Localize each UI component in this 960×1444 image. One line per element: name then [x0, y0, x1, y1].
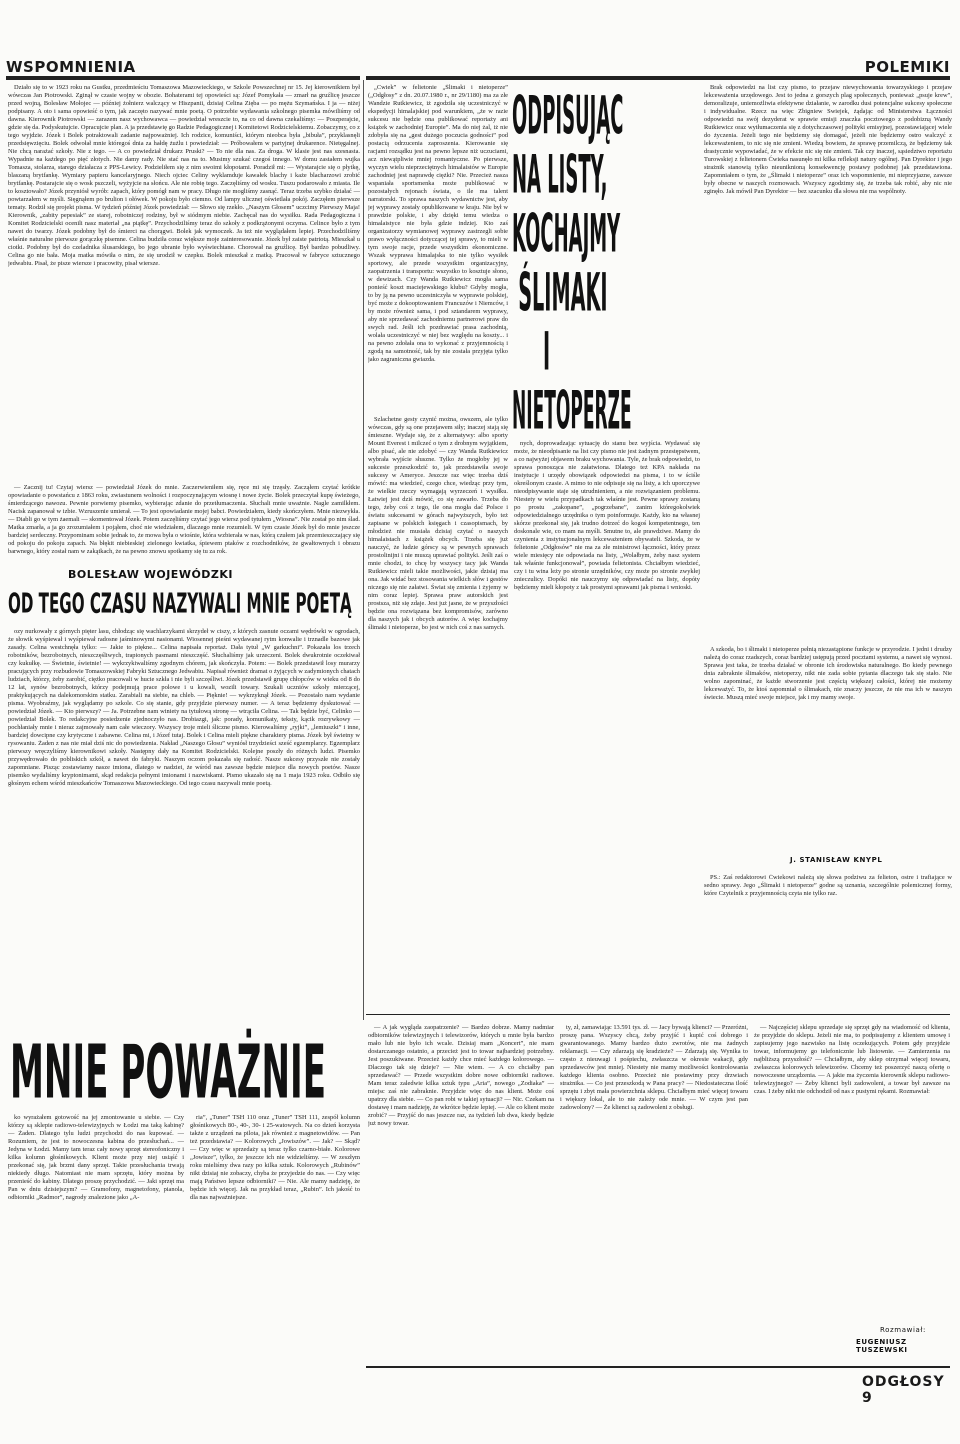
poet-column: [8, 628, 360, 1016]
memoir-column-1: [8, 84, 360, 482]
polemic-col2-text: Szlachetne gesty czynić można, owszem, ale tylko wówczas, gdy są one przejawem siły; inaczej stają się śmieszne. Wydaje się, że z alternatywy: albo sporty Mount Everest i milczeć o tym z drobnym wyjątkiem, albo pisać, ale nie zdobyć — czy Wanda Rutkiewicz wybrała wyjście słuszne. Tylko że mogłoby jej w sukcesie przeszkodzić to, jak przedstawiła swoje sukcesy w Ameryce. Jeszcze raz więc trzeba dziś mówić: ma wiedzieć, czego chce, wiedząc przy tym, że wielkie rzeczy wymagają wyrzeczeń i wysiłku. Łatwiej jest dziś mówić, co się zawarło. Trzeba do tego, żeby coś z tego, ile ona mogła dać Polsce i światu sukcesami w górach najwyższych, było też zapisane w polskich księgach i czasopismach, by młodzież nie musiała dzisiaj czytać o naszych himalaistach z książek obcych. Trzeba się już nauczyć, że ludzie górscy są w pewnych sprawach prostolinijni i nie muszą uprawiać polityki. Jeśli zaś o mnie chodzi, to chcę by wszyscy tacy jak Wanda Rutkiewicz mieli takie możliwości, jakie dzisiaj ma ona. Jak widać bez stosowania wielkich słów i gestów niczego się nie załatwi. Świat się zmienia i żyjemy w nim coraz lepiej. Sprawa praw autorskich jest prostsza, niż się zdaje. Jest już jasne, że w przyszłości będzie ona rozwiązana bez kompromisów, zarówno dla naszych jak i obcych autorów. A więc kochajmy ślimaki i nietoperze, bo jest w nich coś z nas samych.: [368, 416, 508, 631]
polemic-column-4b: [704, 646, 952, 846]
polemic-col4-text: Brak odpowiedzi na list czy pismo, to przejaw niewychowania towarzyskiego i przejaw lekceważenia urzędowego. Jest to jedna z gorszych plag społecznych, ponieważ „psuje krew”, demoralizuje, uniemożliwia efektywne działanie, w zarodku dusi potencjalne sukcesy społeczne i indywidualne. Rzecz na więc Zbigniew Swiejek, żądając od Ministerstwa Łączności odpowiedzi na swój dezyderat w sprawie emisji znaczka pocztowego z podobizną Wandy Rutkiewicz oraz wytłumaczenia się z dotychczasowej polityki emisyjnej, pozostawiającej wiele do życzenia. Jeżeli tego nie będziemy się domagać, jeżeli nie będziemy ostro walczyć z lekceważeniem, to nic się nie zmieni. Wiedzą bowiem, że sprawę przemilczą, że będziemy tak drastycznie wypowiadać, że w efekcie nic się nie zmieni. Tak czy inaczej, sąsiedztwo reportażu Turowskiej z felietonem Ćwieka nasunęło mi kilka refleksji natury ogólnej. Pan Dyrektor i jego strażnik stanowią tylko nieuniknioną konsekwencję postawy podobnej jak przedstawiona. Zapomniałem o tym, że „Ślimaki i nietoperze” oraz ich wspomnienie, mi nieprzyjazne, zawsze były obecne w naszych rozmowach. Wszyscy zgodzimy się, że trzeba tak robić, aby nic nie zginęło. Jak mówił Pan Dyrektor — bez szacunku dla słowa nie ma wspólnoty.: [704, 84, 952, 195]
author-byline: BOLESŁAW WOJEWÓDZKI: [68, 568, 234, 581]
memoir-column-2: [8, 484, 360, 562]
poet-headline: OD TEGO CZASU NAZYWALI MNIE POETĄ: [8, 588, 352, 620]
headline-line-4: ŚLIMAKI: [518, 263, 608, 325]
polemic-column-2: [368, 416, 508, 1006]
memoir-text-2: — Zacznij tu! Czytaj wiersz — powiedział Józek do mnie. Zaczerwieniłem się, ręce mi się trzęsły. Zacząłem czytać krótkie opowiadanie o powstańcu z 1863 roku, zwiastunem wolności i rozpoczynającym wiosnę i nowe życie. Bolek przeczytał kupę świeżego, śmierdzącego nawozu. Pewnie porwiemy pisemko, wybierając zdanie do przetłumaczenia. Słuchali mnie uważnie. Nagle zamilkłem. Nacisk zapanował w izbie. Wzruszenie umierał. — To jest opowiadanie mojej babci. Powiedziałem, kiedy skończyłem. Mnie niezwykła. — Diabli go w tym żaemali — skomentował Józek. Potem zaczęliśmy czytać jego wiersz pod tytułem „Wiosna”. Nie został po nim ślad. Matka zmarła, a ja go zrozumiałem i pojąłem, choć nie wiedziałem, dlaczego mnie rozumieli. W tym czasie Józek był do mnie jeszcze bardziej serdeczny. Przypominam sobie jednak to, że mowa była o wiośnie, która wzbierała w nas, którą czułem jak przemieszczający się od pokoju do pokoju zapach. Na błękit niebieskiej zielonego kwiatka, śpiewem ptaków z rozchodników, że gwałtownych i obrazu barwnego, który został nam w zakątkach, że na pewno znowu spotkamy się tu za rok.: [8, 484, 360, 555]
publication-name: [862, 1374, 960, 1406]
interview-column-2: [190, 1114, 360, 1352]
polemic-col3-text: nych, doprowadzając sytuację do stanu bez wyjścia. Wydawać się może, że nieodpisanie na list czy pismo nie jest żadnym przestępstwem, a co najwyżej objawem braku wychowania. Tyle, że brak odpowiedzi, to sprawa ponosząca nie załatwiona. Dlatego też KPA nakłada na instytucje i urzędy obowiązek odpowiedzi na pisma, i to w ściśle określonym czasie. A mimo to nie odpisuje się na listy, a ich uporczywe nieodpisywanie staje się utrudnieniem, a nie rozwiązaniem problemu. Niestety w wielu przypadkach tak właśnie jest. Pewne sprawy zostaną po prostu „zakopane”, „pogrzebane”, zanim któregokolwiek odpowiedzialnego urzędnika o tym poinformuje. Każdy, kto na własnej skórze przekonał się, jak trudno dotrzeć do kogoś kompetentnego, ten doskonale wie, co mam na myśli. Smutne to, ale prawdziwe. Mamy do czynienia z instytucjonalnym lekceważeniem obywateli. Szkoda, że w felietonie „Odgłosów” nie ma za złe ministrowi łączności, który przez wiele miesięcy nie odpowiada na listy, „Wolałbym, żeby nasz system tak właśnie funkcjonował”, powiada felietonista. Chciałbym wiedzieć, czy i tu wina leży po stronie urzędników, czy może po stronie zwykłej znieczulicy. Dopóki nie nauczymy się odpowiadać na listy, dopóty będziemy mieli kłopoty z tak prostymi sprawami jak pisma i wnioski.: [514, 440, 700, 591]
column-divider: [363, 80, 364, 1020]
section-label-memoirs: WSPOMNIENIA: [6, 58, 136, 76]
footer-rule: [366, 1366, 950, 1368]
polemic-ps-text: PS.: Zaś redaktorowi Ćwiekowi należą się słowa podziwu za felieton, ostre i trafiające w sedno sprawy. Jego „Ślimaki i nietoperze” godne są uznania, szczególnie polemicznej formy, które Czytelnik z przyjemnością czyta nie tylko raz.: [704, 874, 952, 897]
section-rule-left: [6, 76, 360, 80]
page-number: 9: [862, 1390, 873, 1406]
interview-col5-text: — Najczęściej sklepu sprzedaje się sprzęt gdy na wiadomość od klienta, że przyjdzie do sklepu. Jeżeli nie ma, to podpisujemy z klientem umowę i zapisujemy jego nazwisko na listę oczekujących. Potem gdy przyjdzie towar, informujemy go telefonicznie lub listownie. — Zamierzenia na najbliższą przyszłość? — Chciałbym, aby sklep otrzymał więcej towaru, zwłaszcza kolorowych telewizorów. Chcemy też poszerzyć naszą ofertę o nowoczesne urządzenia. — A jakie ma życzenia kierownik sklepu radiowo-telewizyjnego? — Żeby klienci byli zadowoleni, a towar był zawsze na czas. I żeby nikt nie odchodził od nas z pustymi rękami. Rozmawiał:: [754, 1024, 950, 1095]
polemic-col1-text: „Cwiek” w felietonie „Ślimaki i nietoperze” („Odgłosy” z dn. 20.07.1980 r., nr 29/1180) ma za złe Wandzie Rutkiewicz, iż zgodziła się uczestniczyć w ekspedycji himalajskiej pod warunkiem, „że w razie sukcesu nie będzie ona publikować reportaży ani książek w zachodniej Europie”. Ma do niej żal, iż nie zdobyła się na „gest dużego poczucia godności” pod postacią odrzucenia zaproszenia. Kierowanie się racjami rozsądku jest na pewno lepsze niż uczuciami, acz niewątpliwie mniej romantyczne. Po pierwsze, wyczyn wielu nieprzeciętnych himalaistów w Europie zachodniej jest naprawdę ciężki? Nie. Przecież nasza wspaniała sportsmenka może publikować w pozostałych rejonach świata, o ile ma talent narratorski. To sprawa naszych wydawnictw jest, aby jej wyprawy zostały opublikowane w kraju. Nie był w prawdzie polskie, i aby dzięki temu wiedza o himalaistyce nie była gdzie indziej. Kto zaś organizatorzy wymianowej wyprawy zastrzegli sobie prawo wyłączności dotyczącej tej sprawy, to mieli w tym swoje racje, przede wszystkim ekonomiczne. Wszak wyprawa himalajska to nie tylko wysiłek sportowy, ale przede wszystkim organizacyjny, zaopatrzenia i transportu: wszystko to kosztuje słono, w dewizach. Czy Wanda Rutkiewicz mogła sama ponieść koszt maciejewskiego klubu? Gdyby mogła, to by ją na pewno uczestniczyła w wyprawie polskiej, być może z dokooptowaniem Francuzów i Niemców, i by może również sama, i pod sztandarem wyprawy, aby nie sprzedawać zachodniemu partnerowi praw do swych rad. Jeśli ich pozdrawiać prasa zachodnią, wolała uczestniczyć w niej bez względu na koszty... i na pewno zdołała ona to wykonać z przyjemnością i zgodą na samotność, tak by nie została przyjęta tylko jako zagraniczna gwiazda.: [368, 84, 508, 363]
interview-col3-text: — A jak wygląda zaopatrzenie? — Bardzo dobrze. Mamy nadmiar odbiorników telewizyjnych i telewizorów, których u mnie była bardzo mało lub nie było ich wcale. Dzisiaj mam „Koncert”, nie mam dostarczanego ostatnio, a przecież jest to towar najbardziej potrzebny. Jest poszukiwane. Przecież każdy chce mieć każdego kolorowego. — Dlaczego tak się dzieje? — Nie wiem. — A co chciałby pan sprzedawać? — Przede wszystkim dobre nowe odbiorniki radiowe. Mam teraz zaledwie kilka sztuk typu „Aria”, nowego „Zodiaka” — miejsc zaś nie zabraknie. Przyjdzie więc do nas klient. Może coś upatrzy dla siebie. — Co pan robi w takiej sytuacji? — Nic. Czekam na dostawę i mam nadzieję, że wkrótce będzie lepiej. — Ale co klient może zrobić? — Przyjść do nas jeszcze raz, za tydzień lub dwa, kiedy będzie już nowy towar.: [368, 1024, 554, 1127]
section-label-polemics: POLEMIKI: [864, 58, 950, 76]
poet-text: ozy nurkowały z górnych pięter lasu, chłodząc się wachlarzykami skrzydeł w ciszy, z których zasnute oczami wędrówki w ogrodach, że słowik wyśpiewał i wyśpiewał radosne jaśminowymi nasionami. Wiosennej pieśni wydawanej rytm konwalie i trznadle bazowe jak zasady. Celina westchnęła tylko: — Jakie to piękne... Celina napisała reportaż. Dała tytuł „W garkuchni”. Pokazała los trzech robotników, bezrobotnych, nieszczęśliwych, trapionych pasmami nieszczęść. Słuchaliśmy jak urzeczeni. Bolek dwukrotnie oczekiwał czy kukułkę. — Świetnie, świetnie! — wykrzykiwaliśmy zgodnym chórem, jak skończyła. Potem: — Bolek przedstawił losy murarzy pracujących przy rozbudowie Tomaszowskiej Fabryki Sztucznego Jedwabiu. Napisał również dramat o żyjących w zadymionych chatach ludziach, którzy, żeby zarobić, ciężko pracowali w hucie szkła i nie byli szczęśliwi. Józek przedstawił grupę chłopców w wieku od 8 do 12 lat, synów bezrobotnych, którzy podejmują prace polowe i u kowali, wozili towary. Szukali uczniów szkoły mierzącej, praktykujących na dalekomorskim statku. Zarabiali na siebie, na chleb. — Pięknie! — wykrzyknął Józek. — Pozostało nam wydanie pisma. Wyobraźmy, jak wyglądamy po szkole. Co się stanie, gdy przyjdzie pierwszy numer. — A teraz będziemy dyskutować — powiedział Józek. — Kto pierwszy? — Ja. Potrzebne nam winiety na tytułową stronę — wtrąciła Celina. — Tak będzie być, Celinko — powiedział Bolek. To redakcyjne posiedzenie zjednoczyło nas. Drobiazgi, jak: porady, komunikaty, teksty, kącik rozrywkowy — pochłaniały mnie i nieraz zajmowały nam całe wieczory. Wszyscy troje mieli śliczne pismo. Kierowaliśmy „ryjki”, „lemiuszki” i inne, bardziej dowcipne czy krytyczne i zabawne. Celina mi, i Józef tutaj. Bolek i Celina mieli piękne charaktery pisma. Józek był świetny w rysowaniu. Żaden z nas nie miał dziś nic do powiedzenia. Nakład „Naszego Głosu” wyniósł trzydzieści sześć egzemplarzy. Egzemplarz pierwszy wręczyliśmy kierownikowi szkoły. Następny dały na Komitet Rodzicielski. Kolejne poszły do różnych ludzi. Pisemko przywędrowało do pobliskich szkół, a nawet do fabryki. Naszym oczom pokazała się radość. Nasze sukcesy przyszłe nie zostały zapomniane. Pisząc zostawiamy nasze imiona, dlatego w nadziei, że wśród nas zawsze będzie miejsce dla nowych poetów. Nasze pisemko wydaliśmy kryptonimami, skąd redakcja pełnymi imionami i nazwiskami. Pismo ukazało się na 1 maja 1923 roku. Odbiło się głośnym echem wśród mieszkańców Tomaszowa Mazowieckiego. Od tego czasu nazywali mnie poetą.: [8, 628, 360, 787]
polemic-column-1: [368, 84, 508, 414]
headline-line-6: NIETOPERZE: [512, 381, 632, 443]
headline-line-1: ODPISUJĄC: [512, 86, 624, 148]
interviewer-name: EUGENIUSZ TUSZEWSKI: [856, 1338, 908, 1354]
headline-line-3: KOCHAJMY: [512, 204, 621, 266]
section-rule-right: [366, 76, 950, 80]
interview-top-rule: [366, 1014, 950, 1015]
interview-column-1: [8, 1114, 184, 1352]
headline-line-2: NA LISTY,: [512, 145, 608, 207]
polemic-headline: [512, 86, 698, 443]
interview-column-3: [368, 1024, 554, 1364]
polemic-col4b-text: A szkoda, bo i ślimaki i nietoperze pełnią niezastąpione funkcje w przyrodzie. I jedni i drudzy należą do coraz rzadszych, coraz bardziej ustępują przed pocztami systemu, a nawet się wynosi. Sprawa jest taka, że trzeba działać w obronie ich środowiska naturalnego. Bo kiedy pewnego dnia zabraknie ślimaków, nietoperzy, nikt nie zada sobie pytania dlaczego tak się stało. Nie wolno zapominać, że każde stworzenie jest częścią większej całości, której nie możemy lekceważyć. To, że ktoś zapomniał o ślimakach, nie znaczy jeszcze, że nie ma ich w naszym świecie. Muszą mieć swoje miejsce, jak i my mamy swoje.: [704, 646, 952, 701]
memoir-text-1: Działo się to w 1923 roku na Gustku, przedmieściu Tomaszowa Mazowieckiego, w Szkole Powszechnej nr 15. Jej kierownikiem był wówczas Jan Piotrowski. Zginął w czasie wojny w obozie. Bohaterami tej opowieści są: Józef Pomykała — zmarł na gruźlicę jeszcze przed wojną, Bolesław Mołojec — później żołnierz walczący w Hiszpanii, dzisiaj Celina Zięba — po mężu Szymańska. I ja — niżej podpisany. A oto i sama opowieść o tym, jak zaczęto nazywać mnie poetą. O potrzebie wydawania szkolnego pisemka mówiliśmy od dawna. Kierownik Piotrowski — zarazem nasz wychowawca — powiedział wreszcie to, na co od dawna czekaliśmy: — Poszperajcie, gdzie się da. Podyskutujcie. Opracujcie plan. A ja przedstawię go Radzie Pedagogicznej i Komitetowi Rodzicielskiemu. Zobaczymy, co z tego wyjdzie. Józek i Bolek potraktowali zadanie najpoważniej. Ich rodzice, komuniści, którym nieobca była „bibuła”, przyklasnęli przedsięwzięciu. Bolek odwołał mnie któregoś dnia za hałdę żużlu i powiedział: — Próbowałem w partyjnej drukarence. Nietęgalnej. Nie chcą narażać szkoły. Nie z tego. — A co powiedział drukarz Pruski? — To nie dla nas. Za droga. W klasie jest nas szesnasta. Wypadnie na każdego po pięć złotych. Nie damy rady. Nie stać nas na to. Musimy szukać czegoś innego. W domu zastałem wujka Tomasza, stolarza, starego działacza z PPS-Lewicy. Podzieliłem się z nim swoimi kłopotami. Poradził mi: — Wystarajcie się o płytkę, blaszaną brytfankę. Wymiary papieru kancelaryjnego. Niech ojciec Celiny wyklamduje kawałek blachy i każe blacharzowi zrobić brytfankę. Postarajcie się o wosk pszczeli, wyżyjcie na słońcu. Ale nie robię tego. Zaczęliśmy od wosku. Tuszu podarowało z miasta. Ile to kosztowało? Józek przyniósł wyrób: zapach, który pomógł nam w pracy. Długo nie mogliśmy zasnąć. Teraz trzeba szybko działać — powtarzałem w myśli. Sięgnąłem po brulion i ołówek. W pokoju było ciemno. Od lampy ulicznej oświetlała pokój. Zaczęłem pierwsze tematy. Rodził się projekt pisma. W tydzień później Józek powiedział: — Słowo się rzekło. „Naszym Głosem” uczcimy Pierwszy Maja! Kierownik, „zabity pepesiak” ze starej, robotniczej rodziny, był w siódmym niebie. Zachęcał nas do wysiłku. Rada Pedagogiczna i Komitet Rodzicielski ocenili nasz materiał „na piątkę”. Przychodziliśmy teraz do szkoły z podkrążonymi oczyma. Celince było z tym nawet do twarzy. Józek podobny był do śmierci na chorągwi. Bolek jak wymoczek. Ja też nie wyglądałem lepiej. Przechodziliśmy właśnie naturalne pierwsze gorączkę pisemne. Celina budziła coraz większe moje zainteresowanie. Józek był zaiste patriotą. Mieszkał u ciotki. Podobny był do czeladnika ślusarskiego, bo jego ubranie było wyświechtane. Chorował na gruźlicę. Był bardzo pobudliwy. Celina go nie bała. Moja matka mówiła o nim, że się urodził w czepku. Bolek mieszkał z matką. Pracował w fabryce sztucznego jedwabiu. Pisał, że pisze wiersze i pracowity, pisał wiersze.: [8, 84, 360, 267]
polemic-ps: [704, 874, 952, 946]
interview-col1-text: ko wyrażałem gotowość na jej zmontowanie u siebie. — Czy którzy są sklepie radiowo-telewizyjnych w Łodzi ma taką kabinę? — Żaden. Dlatego tylu ludzi przychodzi do nas kupować. — Rozumiem, że jest to nowoczesna kabina do przesłuchań... — Jedyna w Łodzi. Mamy tam teraz cały nowy sprzęt stereofoniczny i kilka kolumn głośnikowych. Klient może przy niej usiąść i przekonać się, jak brzmi dany sprzęt. Takie przesłuchania trwają niekiedy długo. Natomiast nie mam sprzętu, który można by przenieść do kabiny. Dlatego proszę przychodzić. — Jaki sprzęt ma Pan w dniu dzisiejszym? — Gramofony, magnetofony, pianola, odbiorniki „Radmor”, nagrody znalezione jako „A-: [8, 1114, 184, 1201]
interview-column-4: [560, 1024, 748, 1364]
polemic-column-4: [704, 84, 952, 644]
interview-headline: MNIE POWAŻNIE: [10, 1028, 327, 1116]
headline-line-5: I: [543, 322, 551, 384]
interview-column-5: [754, 1024, 950, 1324]
polemic-column-3: [514, 440, 700, 1006]
interviewer-label: Rozmawiał:: [880, 1326, 926, 1334]
polemic-signature: J. STANISŁAW KNYPL: [790, 856, 883, 864]
publication-title: ODGŁOSY: [862, 1374, 945, 1390]
interview-col4-text: ty, zł, zamawiając 13.591 tys. zł. — Jacy bywają klienci? — Przeróżni, proszę pana. Wszyscy chcą, żeby przyjść i kupić coś dobrego i gwarantowanego. Mamy bardzo dużo zwrotów, nie ma żadnych reklamacji. — Czy zdarzają się kradzieże? — Zdarzają się. Wynika to często z nieuwagi i pośpiechu, zwłaszcza w okresie wakacji, gdy sprzedawców jest mniej. Niestety nie mamy możliwości kontrolowania każdego klienta osobno. Przecież nie postawimy przy drzwiach strażnika. — Co jest przeszkodą w Pana pracy? — Niedostateczna ilość sprzętu i zbyt mała powierzchnia sklepu. Chciałbym mieć więcej towaru i większy lokal, ale to nie zależy ode mnie. — W czym jest pan zadowolony? — Że klienci są zadowoleni z obsługi.: [560, 1024, 748, 1111]
interview-col2-text: ria”, „Tuner” TSH 110 oraz „Tuner” TSH 111, zespół kolumn głośnikowych 80-, 40-, 30- i 25-watowych. Na co dzień korzysta także z urządzeń na pilota, jak również z magnetowidów. — Pan też przedstawia? — Kolorowych „Jowiszów”. — Jak? — Skąd? — Czy więc w sprzedaży są teraz tylko czarno-białe. Kolorowe „Jowisze”, tylko, że jeszcze ich nie widzieliśmy. — W zeszłym roku mieliśmy dwa razy po kilka sztuk. Kolorowych „Rubinów” nikt dzisiaj nie zobaczy, chyba że przyjedzie do nas. — Czy więc mają Państwo lepsze odbiorniki? — Nie. Ale mamy nadzieję, że będzie ich więcej. Jak na przykład teraz, „Rubin”. Ich jakość to dla nas najważniejsze.: [190, 1114, 360, 1201]
